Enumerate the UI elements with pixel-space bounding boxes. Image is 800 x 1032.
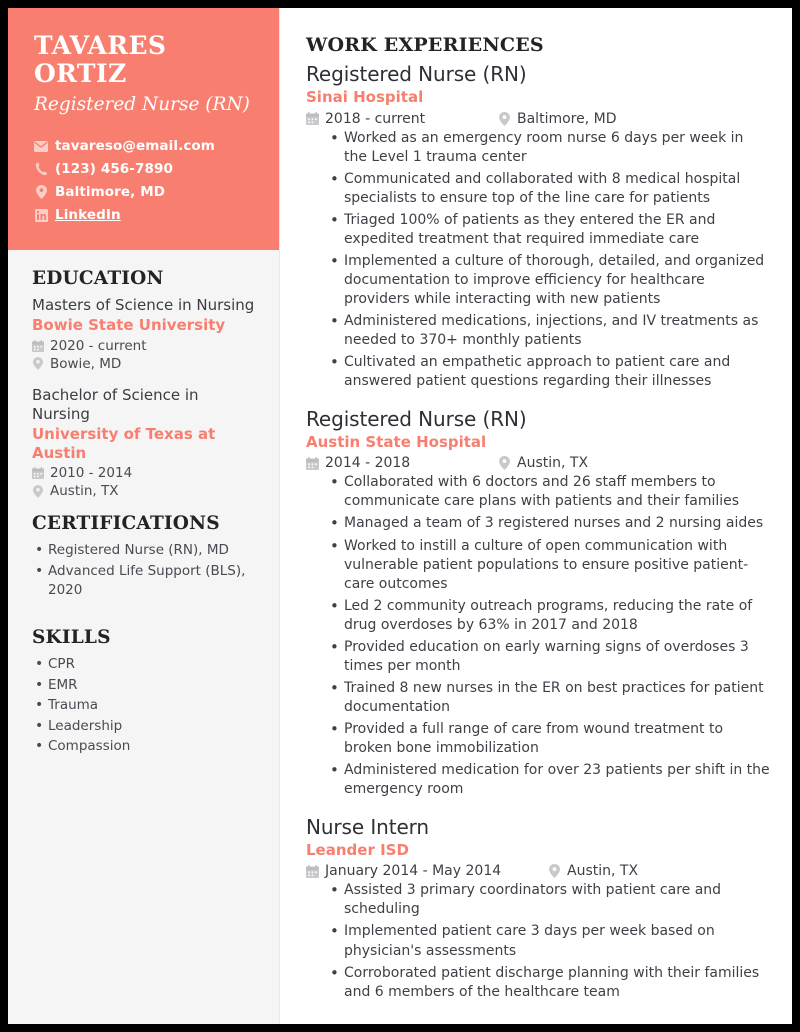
location-pin-icon	[34, 185, 48, 199]
education-location-row	[32, 356, 257, 372]
education-heading: EDUCATION	[32, 268, 164, 290]
list-item: • Corroborated patient discharge planning with their families and 6 members of the healthcare team	[330, 964, 770, 1002]
location-pin-icon	[548, 864, 561, 878]
list-item: • Leadership	[32, 717, 257, 737]
list-item: • Collaborated with 6 doctors and 26 staff members to communicate care plans with patients and their families	[330, 473, 770, 511]
list-item: • Worked as an emergency room nurse 6 days per week in the Level 1 trauma center	[330, 129, 770, 167]
list-item: • Administered medications, injections, and IV treatments as needed to 370+ monthly patients	[330, 312, 770, 350]
experience-location-group	[548, 863, 638, 879]
experience-location-group	[498, 111, 616, 127]
experience-item	[306, 407, 770, 799]
certifications-heading: CERTIFICATIONS	[32, 513, 220, 535]
calendar-icon	[306, 864, 319, 878]
calendar-icon	[306, 456, 319, 470]
main-content	[280, 8, 792, 1024]
location-pin-icon	[32, 485, 44, 498]
list-item: • Assisted 3 primary coordinators with patient care and scheduling	[330, 881, 770, 919]
experience-title: Registered Nurse (RN)	[306, 62, 527, 86]
list-item: • Worked to instill a culture of open communication with vulnerable patient populations to ensure positive patient-care outcomes	[330, 537, 770, 594]
experience-company: Leander ISD	[306, 840, 409, 859]
list-item: • Compassion	[32, 737, 257, 757]
calendar-icon	[32, 467, 44, 480]
list-item: • Administered medication for over 23 patients per shift in the emergency room	[330, 761, 770, 799]
calendar-icon	[32, 339, 44, 352]
experience-dates-group	[306, 863, 548, 879]
education-item	[32, 386, 257, 500]
list-item: • Communicated and collaborated with 8 medical hospital specialists to ensure top of the line care for patients	[330, 170, 770, 208]
list-item: • Cultivated an empathetic approach to patient care and answered patient questions regarding their illnesses	[330, 353, 770, 391]
list-item: • CPR	[32, 655, 257, 675]
experience-location-group	[498, 455, 588, 471]
experience-title: Registered Nurse (RN)	[306, 406, 527, 431]
list-item: • Led 2 community outreach programs, reducing the rate of drug overdoses by 63% in 2017 and 2018	[330, 597, 770, 635]
experience-location: Baltimore, MD	[517, 110, 617, 127]
profile-header	[8, 8, 279, 250]
skills-list	[32, 655, 257, 757]
contact-location	[34, 182, 253, 202]
linkedin-icon	[34, 208, 48, 222]
candidate-job-title: Registered Nurse (RN)	[34, 94, 250, 115]
education-degree: Bachelor of Science in Nursing	[32, 385, 199, 423]
education-location: Bowie, MD	[50, 355, 122, 372]
contact-location-text: Baltimore, MD	[55, 184, 166, 201]
experience-meta	[306, 455, 770, 471]
education-degree: Masters of Science in Nursing	[32, 296, 255, 315]
location-pin-icon	[498, 456, 511, 470]
experience-location: Austin, TX	[567, 863, 639, 880]
list-item: • Trauma	[32, 696, 257, 716]
experience-meta	[306, 863, 770, 879]
experience-dates: January 2014 - May 2014	[325, 863, 502, 880]
contact-linkedin[interactable]	[34, 205, 253, 225]
experience-company: Austin State Hospital	[306, 432, 487, 451]
experience-item	[306, 62, 770, 391]
experience-bullets	[306, 129, 770, 391]
education-school: University of Texas at Austin	[32, 424, 216, 463]
contact-phone[interactable]	[34, 159, 253, 179]
list-item: • Advanced Life Support (BLS), 2020	[32, 562, 257, 601]
experience-bullets	[306, 473, 770, 799]
list-item: • Trained 8 new nurses in the ER on best practices for patient documentation	[330, 679, 770, 717]
contact-linkedin-text: LinkedIn	[55, 207, 121, 224]
sidebar-body	[8, 250, 279, 757]
list-item: • Registered Nurse (RN), MD	[32, 541, 257, 561]
experience-item	[306, 815, 770, 1002]
location-pin-icon	[498, 112, 511, 126]
education-dates: 2010 - 2014	[50, 465, 133, 482]
experience-meta	[306, 111, 770, 127]
list-item: • Triaged 100% of patients as they entered the ER and expedited treatment that required immediate care	[330, 211, 770, 249]
skills-heading: SKILLS	[32, 627, 111, 648]
experience-title: Nurse Intern	[306, 814, 430, 839]
envelope-icon	[34, 139, 48, 153]
experience-location: Austin, TX	[517, 455, 589, 472]
calendar-icon	[306, 112, 319, 126]
work-experiences-heading: WORK EXPERIENCES	[306, 34, 544, 56]
education-location-row	[32, 483, 257, 499]
education-dates-row	[32, 465, 257, 481]
list-item: • Provided a full range of care from wound treatment to broken bone immobilization	[330, 720, 770, 758]
list-item: • Implemented patient care 3 days per week based on physician's assessments	[330, 922, 770, 960]
education-dates: 2020 - current	[50, 337, 147, 354]
experience-company: Sinai Hospital	[306, 88, 424, 106]
experience-dates-group	[306, 111, 498, 127]
phone-icon	[34, 162, 48, 176]
candidate-name: TAVARES ORTIZ	[34, 31, 167, 88]
list-item: • Provided education on early warning signs of overdoses 3 times per month	[330, 638, 770, 676]
list-item: • Implemented a culture of thorough, detailed, and organized documentation to improve efficiency for healthcare providers while interacting with new patients	[330, 252, 770, 309]
experience-dates: 2014 - 2018	[325, 455, 411, 472]
contact-email-text: tavareso@email.com	[55, 138, 215, 155]
contact-list	[34, 136, 253, 225]
experience-dates: 2018 - current	[325, 110, 426, 127]
sidebar	[8, 8, 280, 1024]
location-pin-icon	[32, 357, 44, 370]
experience-bullets	[306, 881, 770, 1001]
list-item: • EMR	[32, 676, 257, 696]
certifications-list	[32, 541, 257, 601]
list-item: • Managed a team of 3 registered nurses and 2 nursing aides	[330, 514, 770, 533]
education-dates-row	[32, 338, 257, 354]
experience-dates-group	[306, 455, 498, 471]
resume-page	[8, 8, 792, 1024]
contact-email[interactable]	[34, 136, 253, 156]
education-location: Austin, TX	[50, 483, 119, 500]
contact-phone-text: (123) 456-7890	[55, 161, 173, 178]
education-item	[32, 296, 257, 371]
education-school: Bowie State University	[32, 316, 226, 335]
